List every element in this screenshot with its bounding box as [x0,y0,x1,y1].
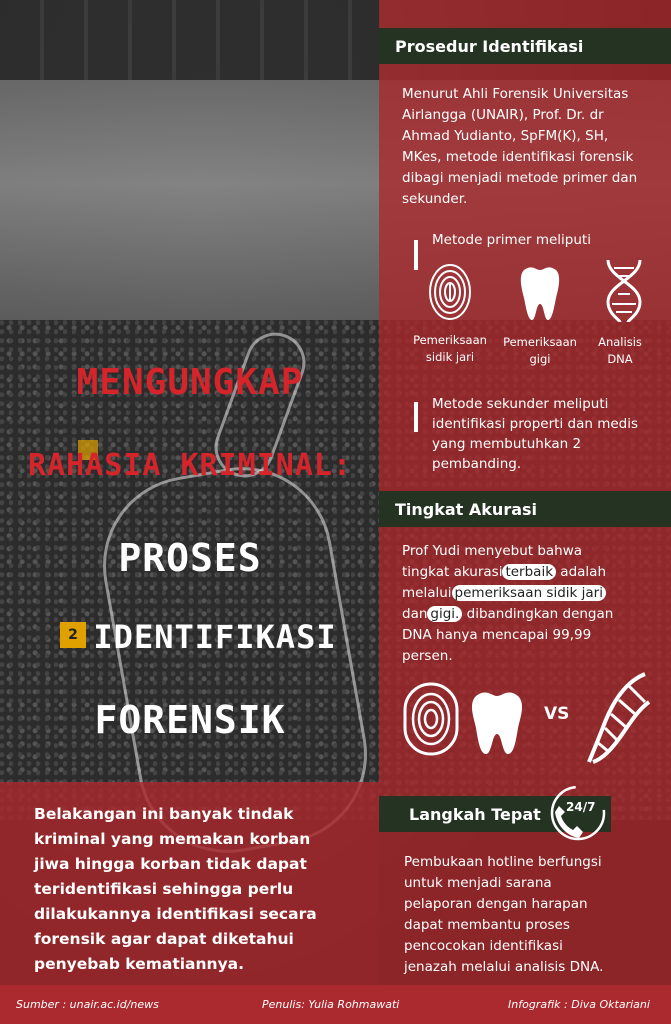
text-fragment: tingkat akurasi [402,564,503,580]
text-line: Prof Yudi menyebut bahwa [402,543,583,559]
caption-line: Analisis [598,335,642,349]
text-line: teridentifikasi sehingga perlu [34,880,294,898]
caption-sidik-jari [410,332,490,366]
text-line: dapat membantu proses [404,917,570,933]
langkah-text [404,852,666,978]
dna-icon [600,258,648,324]
text-line: dibagi menjadi metode primer dan [402,170,638,186]
intro-paragraph [34,802,359,977]
text-line: sekunder. [402,191,468,207]
text-line: persen. [402,648,453,664]
caption-line: Pemeriksaan [503,335,577,349]
text-line: penyebab kematiannya. [34,955,245,973]
text-line: MKes, metode identifikasi forensik [402,149,634,165]
text-line: Pembukaan hotline berfungsi [404,854,602,870]
section-title-text: Prosedur Identifikasi [395,36,584,56]
title-line-3: PROSES [118,536,262,580]
background-brick-wall [0,0,380,80]
text-line: pencocokan identifikasi [404,938,563,954]
text-line: jiwa hingga korban tidak dapat [34,855,307,873]
footer-source: Sumber : unair.ac.id/news [16,998,159,1011]
text-fragment: adalah [556,564,607,580]
text-line [402,583,664,604]
tooth-icon [468,688,526,756]
evidence-marker: 2 [60,622,86,648]
title-line-1: MENGUNGKAP [76,362,304,403]
caption-line: Pemeriksaan [413,333,487,347]
sekunder-text [432,394,666,474]
text-line: yang membutuhkan 2 [432,436,582,452]
footer-writer: Penulis: Yulia Rohmawati [262,998,400,1011]
text-line: pelaporan dengan harapan [404,896,588,912]
fingerprint-icon [401,680,461,758]
title-line-4: IDENTIFIKASI [93,618,337,656]
akurasi-text [402,541,664,667]
text-line: Metode sekunder meliputi [432,396,609,412]
caption-line: sidik jari [425,350,475,364]
text-line: DNA hanya mencapai 99,99 [402,627,592,643]
title-line-5: FORENSIK [94,698,286,742]
tooth-icon [518,264,562,324]
caption-line: gigi [529,352,551,366]
text-fragment: dibandingkan dengan [462,606,614,622]
text-line: pembanding. [432,456,522,472]
text-line: kriminal yang memakan korban [34,830,311,848]
text-line: Belakangan ini banyak tindak [34,805,294,823]
text-line: untuk menjadi sarana [404,875,552,891]
section-title-text: Langkah Tepat [409,804,541,824]
fingerprint-icon [427,262,473,322]
text-line: Menurut Ahli Forensik Universitas [402,86,629,102]
text-line: identifikasi properti dan medis [432,416,639,432]
highlight-terbaik: terbaik [502,564,556,580]
vs-label: VS [544,704,570,724]
bullet-bar [414,402,418,432]
highlight-sidik-jari: pemeriksaan sidik jari [452,585,606,601]
footer [0,985,671,1024]
title-line-2: RAHASIA KRIMINAL: [27,448,353,483]
text-line: forensik agar dapat diketahui [34,930,294,948]
text-fragment: dan [402,606,428,622]
text-line: Airlangga (UNAIR), Prof. Dr. dr [402,107,604,123]
text-line: dilakukannya identifikasi secara [34,905,317,923]
text-fragment: melalui [402,585,452,601]
text-line [402,604,664,625]
text-line: jenazah melalui analisis DNA. [404,959,604,975]
text-line [402,562,664,583]
section-title-prosedur [379,28,671,64]
section-title-akurasi [379,491,671,527]
dna-icon [585,672,653,764]
text-line: Ahmad Yudianto, SpFM(K), SH, [402,128,609,144]
footer-infographic: Infografik : Diva Oktariani [508,998,650,1011]
caption-gigi [500,334,580,368]
caption-dna [585,334,655,368]
bullet-bar [414,240,418,270]
prosedur-intro [402,84,664,210]
caption-line: DNA [607,352,633,366]
section-title-text: Tingkat Akurasi [395,499,538,519]
highlight-gigi: gigi. [427,606,462,622]
hotline-badge: 24/7 [566,800,596,814]
primer-label: Metode primer meliputi [432,232,591,248]
